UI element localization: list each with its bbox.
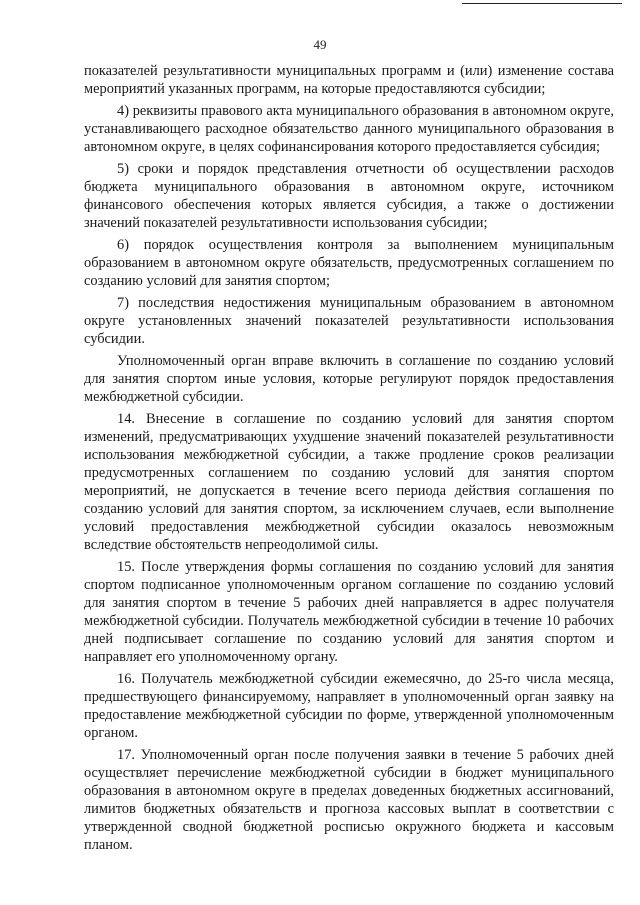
paragraph-continuation: показателей результативности муниципальных программ и (или) изменение состава мероприятий указанных программ, на которые предоставляются субсидии;: [84, 63, 614, 97]
paragraph-additional-conditions: Уполномоченный орган вправе включить в соглашение по созданию условий для занятия спортом иные условия, которые регулируют порядок предоставления межбюджетной субсидии.: [84, 353, 614, 405]
top-rule: [462, 3, 622, 4]
paragraph-15: 15. После утверждения формы соглашения по созданию условий для занятия спортом подписанное уполномоченным органом соглашение по созданию условий для занятия спортом в течение 5 рабочих дней направляется в адрес получателя межбюджетной субсидии. Получатель межбюджетной субсидии в течение 10 рабочих дней подписывает соглашение по созданию условий для занятия спортом и направляет его уполномоченному органу.: [84, 559, 614, 665]
document-body: [84, 62, 614, 854]
paragraph-item-5: 5) сроки и порядок представления отчетности об осуществлении расходов бюджета муниципального образования в автономном округе, источником финансового обеспечения которых является субсидия, а также о достижении значений показателей результативности использования субсидии;: [84, 161, 614, 231]
paragraph-16: 16. Получатель межбюджетной субсидии ежемесячно, до 25-го числа месяца, предшествующего финансируемому, направляет в уполномоченный орган заявку на предоставление межбюджетной субсидии по форме, утвержденной уполномоченным органом.: [84, 671, 614, 741]
paragraph-item-4: 4) реквизиты правового акта муниципального образования в автономном округе, устанавливающего расходное обязательство данного муниципального образования в автономном округе, в целях софинансирования которого предоставляется субсидия;: [84, 103, 614, 155]
page-number: 49: [313, 37, 327, 52]
paragraph-item-6: 6) порядок осуществления контроля за выполнением муниципальным образованием в автономном округе обязательств, предусмотренных соглашением по созданию условий для занятия спортом;: [84, 237, 614, 289]
paragraph-17: 17. Уполномоченный орган после получения заявки в течение 5 рабочих дней осуществляет перечисление межбюджетной субсидии в бюджет муниципального образования в автономном округе в пределах доведенных бюджетных ассигнований, лимитов бюджетных обязательств и прогноза кассовых выплат в соответствии с утвержденной сводной бюджетной росписью окружного бюджета и кассовым планом.: [84, 747, 614, 853]
paragraph-item-7: 7) последствия недостижения муниципальным образованием в автономном округе установленных значений показателей результативности использования субсидии.: [84, 295, 614, 347]
paragraph-14: 14. Внесение в соглашение по созданию условий для занятия спортом изменений, предусматривающих ухудшение значений показателей результативности использования межбюджетной субсидии, а также продление сроков реализации предусмотренных соглашением по созданию условий для занятия спортом мероприятий, не допускается в течение всего периода действия соглашения по созданию условий для занятия спортом, за исключением случаев, если выполнение условий предоставления межбюджетной субсидии оказалось невозможным вследствие обстоятельств непреодолимой силы.: [84, 411, 614, 553]
